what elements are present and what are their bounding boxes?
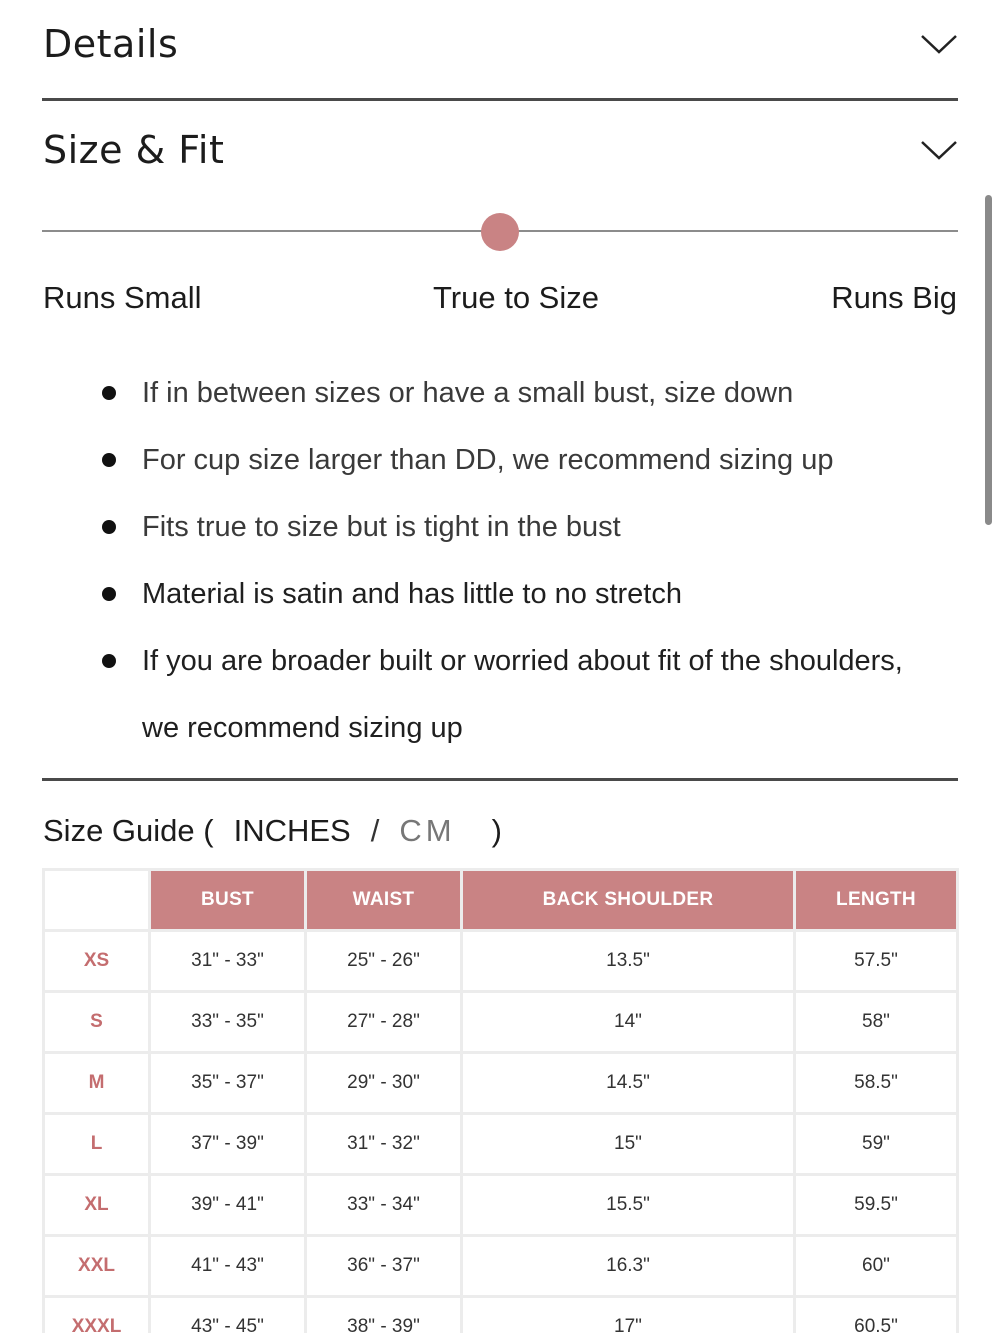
length-value: 58" <box>796 993 956 1051</box>
size-guide-title: Size Guide ( <box>43 813 214 848</box>
back-shoulder-value: 17" <box>463 1298 793 1333</box>
bust-value: 39" - 41" <box>151 1176 304 1234</box>
table-row <box>45 1176 956 1234</box>
waist-value: 29" - 30" <box>307 1054 460 1112</box>
size-label: XS <box>45 932 148 990</box>
list-item: If you are broader built or worried about fit of the shoulders, we recommend sizing up <box>98 628 958 762</box>
size-label: S <box>45 993 148 1051</box>
table-row <box>45 1054 956 1112</box>
list-item: Fits true to size but is tight in the bust <box>98 494 958 561</box>
size-label: L <box>45 1115 148 1173</box>
table-row <box>45 1237 956 1295</box>
back-shoulder-value: 16.3" <box>463 1237 793 1295</box>
table-row <box>45 1298 956 1333</box>
waist-value: 25" - 26" <box>307 932 460 990</box>
size-label: XXL <box>45 1237 148 1295</box>
bust-value: 35" - 37" <box>151 1054 304 1112</box>
bust-value: 31" - 33" <box>151 932 304 990</box>
bullet-icon <box>102 453 116 467</box>
table-row <box>45 1115 956 1173</box>
waist-value: 31" - 32" <box>307 1115 460 1173</box>
size-label: M <box>45 1054 148 1112</box>
unit-toggle-cm[interactable]: CM <box>399 813 456 848</box>
details-title: Details <box>43 22 179 66</box>
bullet-icon <box>102 520 116 534</box>
table-header-row <box>45 871 956 929</box>
size-label: XXXL <box>45 1298 148 1333</box>
section-divider <box>42 98 958 101</box>
details-accordion-header[interactable] <box>43 14 958 74</box>
fit-label-runs-small: Runs Small <box>43 280 202 315</box>
table-corner-cell <box>45 871 148 929</box>
length-value: 60" <box>796 1237 956 1295</box>
scrollbar[interactable] <box>985 195 992 525</box>
section-divider <box>42 778 958 781</box>
list-item: For cup size larger than DD, we recommend sizing up <box>98 427 958 494</box>
table-row <box>45 993 956 1051</box>
length-value: 57.5" <box>796 932 956 990</box>
bullet-icon <box>102 386 116 400</box>
list-item: If in between sizes or have a small bust, size down <box>98 360 958 427</box>
column-header-waist: WAIST <box>307 871 460 929</box>
chevron-down-icon[interactable] <box>920 33 958 55</box>
bullet-icon <box>102 654 116 668</box>
back-shoulder-value: 15" <box>463 1115 793 1173</box>
column-header-length: LENGTH <box>796 871 956 929</box>
waist-value: 38" - 39" <box>307 1298 460 1333</box>
size-guide-close-paren: ) <box>491 813 502 848</box>
length-value: 58.5" <box>796 1054 956 1112</box>
waist-value: 36" - 37" <box>307 1237 460 1295</box>
size-fit-accordion-header[interactable] <box>43 120 958 180</box>
chevron-down-icon[interactable] <box>920 139 958 161</box>
back-shoulder-value: 15.5" <box>463 1176 793 1234</box>
length-value: 59" <box>796 1115 956 1173</box>
length-value: 60.5" <box>796 1298 956 1333</box>
table-row <box>45 932 956 990</box>
bust-value: 37" - 39" <box>151 1115 304 1173</box>
bust-value: 43" - 45" <box>151 1298 304 1333</box>
bust-value: 33" - 35" <box>151 993 304 1051</box>
size-fit-title: Size & Fit <box>43 128 225 172</box>
back-shoulder-value: 14.5" <box>463 1054 793 1112</box>
size-guide-table <box>42 868 959 1333</box>
unit-separator: / <box>370 813 380 848</box>
column-header-back-shoulder: BACK SHOULDER <box>463 871 793 929</box>
waist-value: 33" - 34" <box>307 1176 460 1234</box>
bullet-icon <box>102 587 116 601</box>
length-value: 59.5" <box>796 1176 956 1234</box>
fit-label-true-to-size: True to Size <box>433 280 599 315</box>
unit-toggle-inches[interactable]: INCHES <box>233 813 351 848</box>
fit-notes-list <box>98 360 958 762</box>
list-item: Material is satin and has little to no stretch <box>98 561 958 628</box>
column-header-bust: BUST <box>151 871 304 929</box>
bust-value: 41" - 43" <box>151 1237 304 1295</box>
back-shoulder-value: 13.5" <box>463 932 793 990</box>
back-shoulder-value: 14" <box>463 993 793 1051</box>
size-label: XL <box>45 1176 148 1234</box>
fit-scale-indicator <box>481 213 519 251</box>
size-guide-heading <box>43 806 502 856</box>
waist-value: 27" - 28" <box>307 993 460 1051</box>
fit-label-runs-big: Runs Big <box>831 280 957 315</box>
